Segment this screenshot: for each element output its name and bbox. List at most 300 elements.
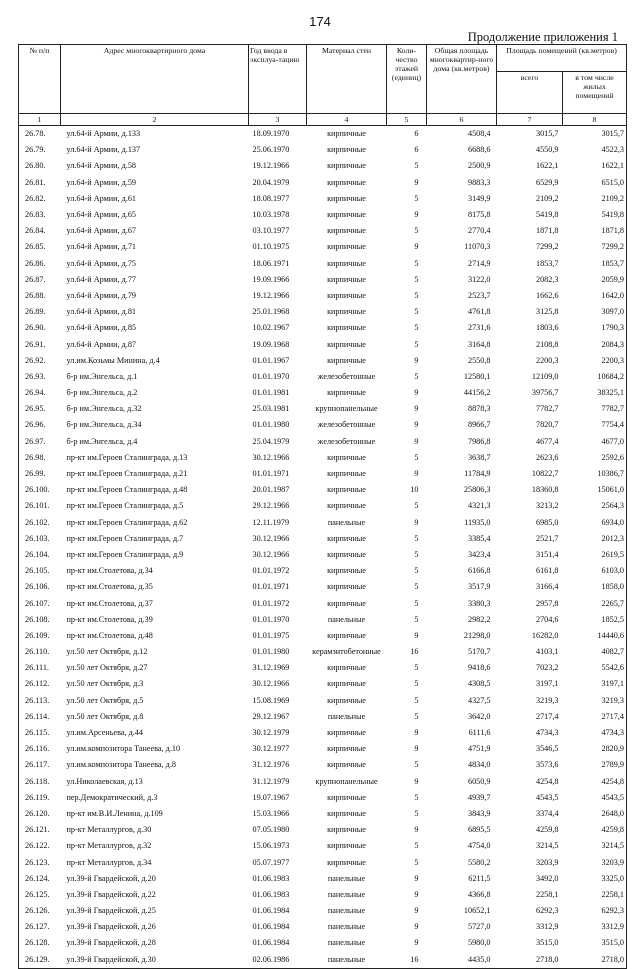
living-area-cell: 2012,3 [563,531,627,547]
floors-cell: 5 [414,711,419,721]
table-row [19,498,627,514]
total-area-cell: 10652,1 [463,906,491,916]
total-area-cell: 6111,6 [468,728,491,738]
material-cell: кирпичные [327,630,366,640]
material-cell: кирпичные [327,760,366,770]
floors-cell: 16 [410,647,419,657]
premises-all-cell: 3166,4 [535,582,559,592]
year-cell: 30.12.1977 [252,744,290,754]
table-row [19,628,627,644]
address-cell: ул.39-й Гвардейской, д.22 [66,889,156,899]
floors-cell: 5 [414,501,419,511]
total-area-cell: 4834,0 [467,760,491,770]
premises-all-cell: 3515,0 [535,938,559,948]
row-number: 26.103. [19,531,61,547]
premises-all-cell: 7299,2 [535,242,559,252]
living-area-cell: 2648,0 [563,806,627,822]
table-row [19,256,627,272]
header-premises-area: Площадь помещений (кв.метров) [497,45,627,72]
living-area-cell: 1852,5 [563,612,627,628]
row-number: 26.93. [19,369,61,385]
total-area-cell: 8878,3 [467,404,491,414]
floors-cell: 9 [414,420,419,430]
table-row [19,693,627,709]
total-area-cell: 4754,0 [467,841,491,851]
floors-cell: 5 [414,582,419,592]
material-cell: кирпичные [327,193,366,203]
row-number: 26.78. [19,126,61,143]
total-area-cell: 2770,4 [467,226,491,236]
header-year: Год ввода в эксплуа-тацию [249,45,307,114]
premises-all-cell: 3219,3 [535,695,559,705]
premises-all-cell: 3312,9 [535,922,559,932]
address-cell: ул.50 лет Октября, д.12 [66,647,148,657]
material-cell: кирпичные [327,695,366,705]
floors-cell: 9 [414,630,419,640]
row-number: 26.96. [19,417,61,433]
living-area-cell: 2109,2 [563,191,627,207]
floors-cell: 5 [414,290,419,300]
premises-all-cell: 2521,7 [535,533,559,543]
table-row [19,676,627,692]
address-cell: пр-кт им.Героев Сталинграда, д.13 [66,452,188,462]
table-body [19,126,627,969]
address-cell: пр-кт им.Столетова, д.39 [66,614,153,624]
total-area-cell: 6688,6 [467,145,491,155]
material-cell: кирпичные [327,161,366,171]
address-cell: ул.39-й Гвардейской, д.30 [61,952,249,969]
address-cell: пр-кт им.В.И.Ленина, д.109 [66,808,163,818]
year-cell: 19.12.1966 [252,290,290,300]
column-number: 3 [249,114,307,126]
row-number: 26.117. [19,757,61,773]
total-area-cell: 3638,7 [467,452,491,462]
material-cell: кирпичные [327,226,366,236]
address-cell: пр-кт Металлургов, д.34 [66,857,152,867]
floors-cell: 5 [414,695,419,705]
year-cell: 01.01.1972 [252,598,290,608]
material-cell: панельные [327,922,366,932]
floors-cell: 6 [414,129,419,139]
table-row [19,595,627,611]
premises-all-cell: 4550,9 [535,145,559,155]
material-cell: кирпичные [327,323,366,333]
material-cell: кирпичные [327,307,366,317]
year-cell: 01.06.1984 [252,906,290,916]
living-area-cell: 10684,2 [563,369,627,385]
living-area-cell: 2258,1 [563,887,627,903]
year-cell: 10.03.1978 [252,210,290,220]
total-area-cell: 4508,4 [467,129,491,139]
row-number: 26.79. [19,142,61,158]
year-cell: 25.06.1970 [252,145,290,155]
premises-all-cell: 3374,4 [535,808,559,818]
floors-cell: 5 [414,598,419,608]
premises-all-cell: 10822,7 [531,469,559,479]
living-area-cell: 6103,0 [563,563,627,579]
header-total-area: Общая площадь многоквартир-ного дома (кв.метров) [427,45,497,114]
table-row [19,126,627,143]
table-row [19,919,627,935]
total-area-cell: 11070,3 [464,242,491,252]
table-row [19,741,627,757]
table-row [19,579,627,595]
total-area-cell: 3164,8 [467,339,491,349]
total-area-cell: 6895,5 [467,825,491,835]
row-number: 26.87. [19,272,61,288]
address-cell: пр-кт им.Героев Сталинграда, д.21 [66,469,188,479]
total-area-cell: 8966,7 [467,420,491,430]
year-cell: 30.12.1979 [252,728,290,738]
total-area-cell: 2982,2 [467,614,491,624]
row-number: 26.120. [19,806,61,822]
table-row [19,175,627,191]
floors-cell: 5 [414,161,419,171]
material-cell: панельные [327,873,366,883]
floors-cell: 9 [414,889,419,899]
address-cell: б-р им.Энгельса, д.34 [66,420,142,430]
floors-cell: 9 [414,469,419,479]
row-number: 26.128. [19,935,61,951]
living-area-cell: 3515,0 [563,935,627,951]
row-number: 26.119. [19,790,61,806]
row-number: 26.116. [19,741,61,757]
floors-cell: 9 [414,388,419,398]
year-cell: 20.04.1979 [252,177,290,187]
row-number: 26.110. [19,644,61,660]
living-area-cell: 3197,1 [563,676,627,692]
premises-all-cell: 18360,8 [531,485,559,495]
total-area-cell: 2523,7 [467,290,491,300]
table-row [19,838,627,854]
address-cell: пр-кт им.Столетова, д.34 [66,566,153,576]
address-cell: ул.64-й Армии, д.137 [66,145,141,155]
table-row [19,450,627,466]
year-cell: 01.01.1981 [252,388,290,398]
premises-all-cell: 2082,3 [535,274,559,284]
premises-all-cell: 5419,8 [535,210,559,220]
address-cell: ул.64-й Армии, д.133 [66,129,141,139]
total-area-cell: 5980,0 [467,938,491,948]
address-cell: ул.64-й Армии, д.87 [66,339,137,349]
material-cell: кирпичные [327,452,366,462]
total-area-cell: 2550,8 [467,355,491,365]
address-cell: ул.64-й Армии, д.81 [66,307,137,317]
table-row [19,774,627,790]
total-area-cell: 12580,1 [463,371,491,381]
material-cell: кирпичные [327,792,366,802]
year-cell: 29.12.1967 [252,711,290,721]
premises-all-cell: 2718,0 [497,952,563,969]
year-cell: 18.09.1970 [252,129,290,139]
year-cell: 30.12.1966 [252,533,290,543]
address-cell: б-р им.Энгельса, д.32 [66,404,142,414]
floors-cell: 5 [414,226,419,236]
table-row [19,854,627,870]
material-cell: кирпичные [327,290,366,300]
material-cell: панельные [307,952,387,969]
living-area-cell: 4522,3 [563,142,627,158]
year-cell: 01.06.1983 [252,889,290,899]
year-cell: 25.01.1968 [252,307,290,317]
table-row [19,272,627,288]
row-number: 26.86. [19,256,61,272]
living-area-cell: 2564,3 [563,498,627,514]
year-cell: 01.06.1984 [252,922,290,932]
premises-all-cell: 3546,5 [535,744,559,754]
table-row [19,336,627,352]
header-num: № п/п [19,45,61,114]
total-area-cell: 2714,9 [467,258,491,268]
material-cell: панельные [327,517,366,527]
living-area-cell: 2619,5 [563,547,627,563]
living-area-cell: 2789,9 [563,757,627,773]
floors-cell: 5 [414,258,419,268]
living-area-cell: 4677,0 [563,434,627,450]
total-area-cell: 4761,8 [467,307,491,317]
premises-all-cell: 3015,7 [535,129,559,139]
row-number: 26.125. [19,887,61,903]
address-cell: пр-кт им.Столетова, д.48 [66,630,153,640]
page-number: 174 [309,14,331,29]
table-row [19,466,627,482]
premises-all-cell: 4677,4 [535,436,559,446]
floors-cell: 5 [414,452,419,462]
premises-all-cell: 7023,2 [535,663,559,673]
material-cell: кирпичные [327,808,366,818]
premises-all-cell: 6985,0 [535,517,559,527]
material-cell: панельные [327,711,366,721]
address-cell: ул.им.Козьмы Минина, д.4 [66,355,160,365]
address-cell: ул.64-й Армии, д.85 [66,323,137,333]
row-number: 26.91. [19,336,61,352]
table-row [19,158,627,174]
address-cell: пр-кт им.Столетова, д.37 [66,598,153,608]
premises-all-cell: 3151,4 [535,549,559,559]
material-cell: кирпичные [327,549,366,559]
address-cell: пр-кт Металлургов, д.32 [66,841,152,851]
row-number: 26.88. [19,288,61,304]
total-area-cell: 6050,9 [467,776,491,786]
row-number: 26.83. [19,207,61,223]
table-row [19,320,627,336]
year-cell: 10.02.1967 [252,323,290,333]
premises-all-cell: 1853,7 [535,258,559,268]
premises-all-cell: 2200,3 [535,355,559,365]
total-area-cell: 4321,3 [467,501,491,511]
year-cell: 25.03.1981 [252,404,290,414]
floors-cell: 9 [414,906,419,916]
address-cell: ул.им.Арсеньева, д.44 [66,728,143,738]
premises-all-cell: 16282,0 [531,630,559,640]
row-number: 26.100. [19,482,61,498]
year-cell: 19.09.1968 [252,339,290,349]
material-cell: панельные [327,614,366,624]
material-cell: крупнопанельные [315,776,378,786]
year-cell: 01.01.1970 [252,614,290,624]
address-cell: ул.39-й Гвардейской, д.25 [66,906,156,916]
table-row [19,385,627,401]
address-cell: ул.им.композитора Танеева, д.8 [66,760,176,770]
material-cell: кирпичные [327,501,366,511]
year-cell: 15.03.1966 [252,808,290,818]
total-area-cell: 6211,5 [468,873,491,883]
year-cell: 18.08.1977 [252,193,290,203]
floors-cell: 5 [414,566,419,576]
living-area-cell: 4259,8 [563,822,627,838]
premises-all-cell: 3203,9 [535,857,559,867]
year-cell: 01.01.1972 [252,566,290,576]
total-area-cell: 44156,2 [463,388,491,398]
address-cell: ул.64-й Армии, д.71 [66,242,137,252]
header-row [19,45,627,72]
address-cell: ул.39-й Гвардейской, д.28 [66,938,156,948]
address-cell: ул.64-й Армии, д.58 [66,161,137,171]
column-number: 8 [563,114,627,126]
table-row [19,191,627,207]
total-area-cell: 11784,9 [464,469,491,479]
premises-all-cell: 6529,9 [535,177,559,187]
floors-cell: 5 [414,841,419,851]
year-cell: 02.06.1986 [249,952,307,969]
premises-all-cell: 3125,8 [535,307,559,317]
address-cell: ул.50 лет Октября, д.3 [66,679,144,689]
premises-all-cell: 1622,1 [535,161,559,171]
table-row [19,288,627,304]
living-area-cell: 10386,7 [563,466,627,482]
table-row [19,369,627,385]
table-row [19,822,627,838]
floors-cell: 9 [414,404,419,414]
floors-cell: 5 [414,857,419,867]
buildings-table [18,44,627,969]
living-area-cell: 2265,7 [563,595,627,611]
row-number: 26.85. [19,239,61,255]
material-cell: кирпичные [327,145,366,155]
header-address: Адрес многоквартирного дома [61,45,249,114]
living-area-cell: 1871,8 [563,223,627,239]
total-area-cell: 25806,3 [463,485,491,495]
year-cell: 01.01.1970 [252,371,290,381]
address-cell: ул.50 лет Октября, д.5 [66,695,144,705]
year-cell: 01.06.1983 [252,873,290,883]
floors-cell: 5 [414,274,419,284]
address-cell: б-р им.Энгельса, д.2 [66,388,138,398]
total-area-cell: 21298,0 [463,630,491,640]
premises-all-cell: 2957,8 [535,598,559,608]
table-row [19,935,627,951]
table-row [19,417,627,433]
address-cell: ул.64-й Армии, д.59 [66,177,137,187]
table-row [19,563,627,579]
table-row [19,434,627,450]
row-number: 26.81. [19,175,61,191]
header-floors: Коли-чество этажей (единиц) [387,45,427,114]
material-cell: кирпичные [327,388,366,398]
material-cell: крупнопанельные [315,404,378,414]
total-area-cell: 11935,0 [464,517,491,527]
floors-cell: 5 [414,533,419,543]
address-cell: ул.64-й Армии, д.65 [66,210,137,220]
total-area-cell: 3843,9 [467,808,491,818]
living-area-cell: 5542,6 [563,660,627,676]
total-area-cell: 5580,2 [467,857,491,867]
premises-all-cell: 7782,7 [535,404,559,414]
total-area-cell: 3642,0 [467,711,491,721]
year-cell: 30.12.1966 [252,549,290,559]
row-number: 26.124. [19,871,61,887]
address-cell: ул.50 лет Октября, д.27 [66,663,148,673]
premises-all-cell: 3573,6 [535,760,559,770]
premises-all-cell: 7820,7 [535,420,559,430]
material-cell: керамзитобетонные [312,647,381,657]
year-cell: 01.01.1971 [252,582,290,592]
row-number: 26.106. [19,579,61,595]
living-area-cell: 2084,3 [563,336,627,352]
row-number: 26.115. [19,725,61,741]
year-cell: 01.01.1975 [252,630,290,640]
address-cell: ул.64-й Армии, д.77 [66,274,137,284]
premises-all-cell: 4734,3 [535,728,559,738]
table-row [19,952,627,969]
table-row [19,660,627,676]
row-number: 26.113. [19,693,61,709]
living-area-cell: 3203,9 [563,854,627,870]
living-area-cell: 4082,7 [563,644,627,660]
row-number: 26.97. [19,434,61,450]
premises-all-cell: 3214,5 [535,841,559,851]
row-number: 26.112. [19,676,61,692]
total-area-cell: 3380,3 [467,598,491,608]
year-cell: 15.06.1973 [252,841,290,851]
living-area-cell: 2820,9 [563,741,627,757]
total-area-cell: 9883,3 [467,177,491,187]
material-cell: панельные [327,906,366,916]
material-cell: кирпичные [327,242,366,252]
row-number: 26.105. [19,563,61,579]
table-row [19,871,627,887]
year-cell: 19.09.1966 [252,274,290,284]
living-area-cell: 4254,8 [563,774,627,790]
floors-cell: 5 [414,679,419,689]
row-number: 26.121. [19,822,61,838]
material-cell: кирпичные [327,582,366,592]
living-area-cell: 2059,9 [563,272,627,288]
row-number: 26.99. [19,466,61,482]
premises-all-cell: 2623,6 [535,452,559,462]
floors-cell: 5 [414,339,419,349]
floors-cell: 5 [414,307,419,317]
row-number: 26.104. [19,547,61,563]
year-cell: 03.10.1977 [252,226,290,236]
address-cell: ул.им.композитора Танеева, д.10 [66,744,181,754]
total-area-cell: 4939,7 [467,792,491,802]
premises-all-cell: 3213,2 [535,501,559,511]
table-row [19,709,627,725]
premises-all-cell: 4103,1 [535,647,559,657]
table-row [19,887,627,903]
table-row [19,547,627,563]
living-area-cell: 1642,0 [563,288,627,304]
floors-cell: 5 [414,614,419,624]
living-area-cell: 4543,5 [563,790,627,806]
year-cell: 07.05.1980 [252,825,290,835]
premises-all-cell: 3197,1 [535,679,559,689]
year-cell: 29.12.1966 [252,501,290,511]
table-row [19,304,627,320]
floors-cell: 9 [414,355,419,365]
floors-cell: 9 [414,825,419,835]
